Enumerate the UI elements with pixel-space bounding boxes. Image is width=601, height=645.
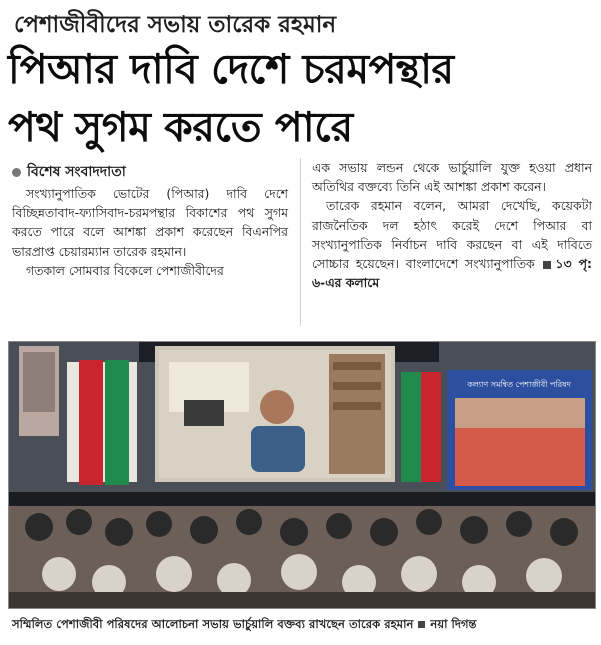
kicker: পেশাজীবীদের সভায় তারেক রহমান <box>14 12 337 38</box>
photo-credit: নয়া দিগন্ত <box>430 617 477 631</box>
square-bullet-icon <box>543 261 551 269</box>
headline-line-1: পিআর দাবি দেশে চরমপন্থার <box>8 45 454 93</box>
column-divider <box>300 158 301 326</box>
article-column-1 <box>12 184 288 280</box>
headline <box>8 40 598 156</box>
bullet-icon <box>12 168 21 177</box>
caption-text: সম্মিলিত পেশাজীবী পরিষদের আলোচনা সভায় ভার্চুয়ালি বক্তব্য রাখছেন তারেক রহমান <box>12 617 414 631</box>
byline-text: বিশেষ সংবাদদাতা <box>27 164 126 180</box>
screen-banner-text: কল্যাণ সমন্বিত পেশাজীবী পরিষদ <box>467 380 571 389</box>
square-bullet-icon <box>418 621 425 628</box>
article-column-2 <box>312 158 592 292</box>
photo-illustration <box>9 342 595 608</box>
jump-text: ১৩ পৃ: ৬-এর কলামে <box>312 256 592 291</box>
news-photo <box>8 341 596 609</box>
photo-caption <box>12 616 477 635</box>
paragraph <box>312 196 592 292</box>
paragraph: এক সভায় লন্ডন থেকে ভার্চুয়ালি যুক্ত হওয়া প্রধান অতিথির বক্তব্যে তিনি এই আশঙ্কা প্রকাশ করেন। <box>312 160 592 195</box>
headline-line-2: পথ সুগম করতে পারে <box>8 103 353 151</box>
paragraph-text: তারেক রহমান বলেন, আমরা দেখেছি, কয়েকটা রাজনৈতিক দল হঠাৎ করেই দেশে পিআর বা সংখ্যানুপাতিক নির্বাচন দাবি করছেন বা এই দাবিতে সোচ্চার হয়েছেন। বাংলাদেশে সংখ্যানুপাতিক <box>312 198 592 272</box>
byline <box>12 160 126 184</box>
paragraph: সংখ্যানুপাতিক ভোটের (পিআর) দাবি দেশে বিচ্ছিন্নতাবাদ-ফ্যাসিবাদ-চরমপন্থার বিকাশের পথ সুগম করতে পারে বলে আশঙ্কা প্রকাশ করেছেন বিএনপির ভারপ্রাপ্ত চেয়ারম্যান তারেক রহমান। <box>12 186 288 259</box>
paragraph: গতকাল সোমবার বিকেলে পেশাজীবীদের <box>26 262 224 278</box>
